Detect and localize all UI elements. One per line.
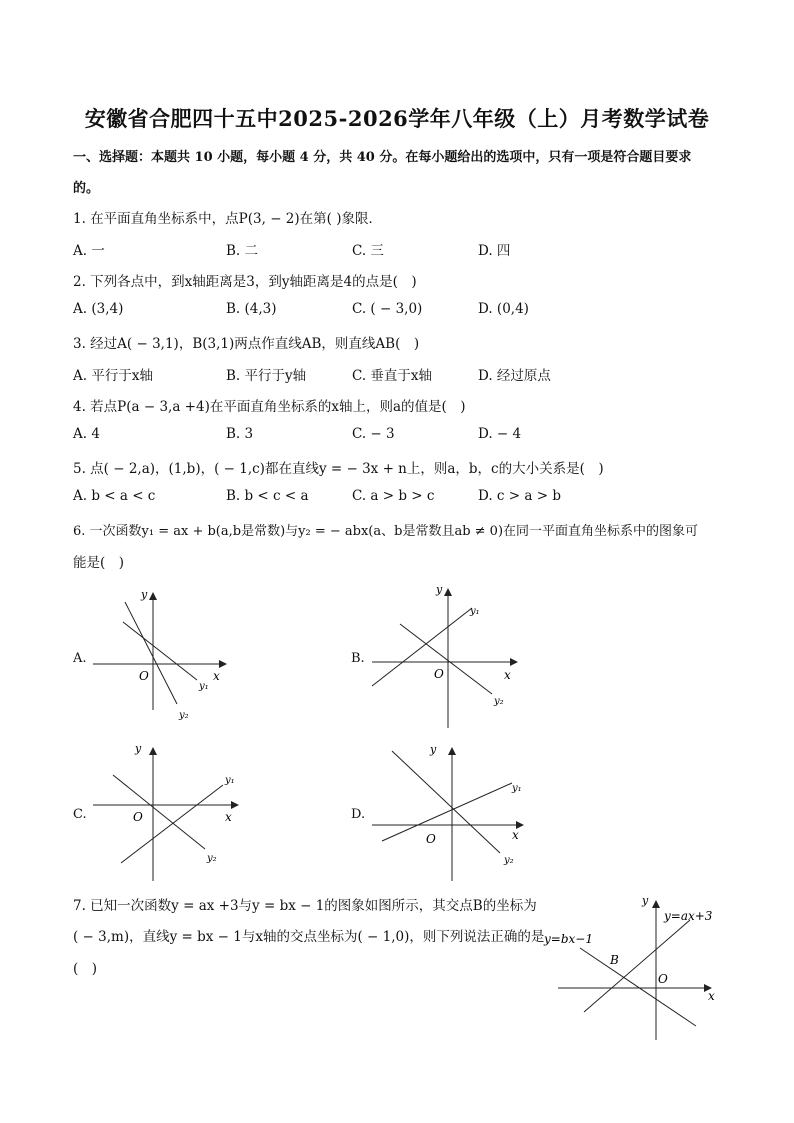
graph-d-line-y2 bbox=[392, 751, 500, 853]
question-3-option-d: D. 经过原点 bbox=[478, 368, 551, 384]
question-7-stem-end: ( ) bbox=[73, 961, 98, 977]
graph-d bbox=[362, 735, 537, 885]
q7-line1-label: y=ax+3 bbox=[664, 909, 713, 923]
question-6-option-c: C. bbox=[73, 807, 87, 822]
question-5-option-d: D. c > a > b bbox=[478, 488, 561, 504]
q7-y-arrow bbox=[652, 900, 660, 908]
graph-c bbox=[85, 735, 250, 885]
graph-c-line-y1 bbox=[121, 785, 223, 863]
graph-b-x-arrow bbox=[510, 658, 518, 666]
question-1-option-c: C. 三 bbox=[352, 243, 384, 259]
graph-b-y1-label: y₁ bbox=[470, 606, 480, 617]
graph-c-y1-label: y₁ bbox=[225, 775, 235, 786]
graph-c-x-label: x bbox=[225, 810, 232, 824]
question-2-option-a: A. (3,4) bbox=[73, 301, 124, 317]
graph-a-x-label: x bbox=[213, 669, 220, 683]
graph-a bbox=[85, 580, 245, 730]
section-header-cont: 的。 bbox=[73, 181, 100, 196]
question-6-stem: 6. 一次函数y₁ = ax + b(a,b是常数)与y₂ = − abx(a、b是常数且ab ≠ 0)在同一平面直角坐标系中的图象可 bbox=[73, 524, 699, 539]
q7-x-label: x bbox=[708, 989, 715, 1003]
question-1-stem: 1. 在平面直角坐标系中，点P(3, − 2)在第( )象限． bbox=[73, 211, 382, 227]
graph-d-origin-label: O bbox=[426, 832, 436, 846]
question-5-option-b: B. b < c < a bbox=[226, 488, 309, 504]
question-6-option-a: A. bbox=[73, 651, 87, 666]
graph-b-x-label: x bbox=[504, 668, 511, 682]
question-3-option-a: A. 平行于x轴 bbox=[73, 368, 153, 384]
question-4-option-d: D. − 4 bbox=[478, 426, 522, 442]
graph-a-y1-label: y₁ bbox=[199, 681, 209, 692]
q7-point-b-label: B bbox=[610, 953, 619, 967]
question-7-graph bbox=[540, 890, 730, 1045]
graph-b-y-label: y bbox=[436, 583, 443, 596]
question-4-option-c: C. − 3 bbox=[352, 426, 395, 442]
q7-line2-label: y=bx−1 bbox=[544, 932, 593, 946]
graph-b-line-y2 bbox=[400, 624, 492, 694]
graph-d-x-label: x bbox=[512, 828, 519, 842]
question-1-option-d: D. 四 bbox=[478, 243, 511, 259]
graph-b-origin-label: O bbox=[434, 667, 444, 681]
graph-a-y-label: y bbox=[141, 588, 148, 601]
question-6-option-d: D. bbox=[351, 807, 366, 822]
graph-b-y2-label: y₂ bbox=[494, 696, 504, 707]
question-2-option-b: B. (4,3) bbox=[226, 301, 277, 317]
q7-y-label: y bbox=[642, 894, 649, 907]
graph-a-y2-label: y₂ bbox=[179, 710, 189, 721]
question-2-option-d: D. (0,4) bbox=[478, 301, 529, 317]
page-title: 安徽省合肥四十五中2025-2026学年八年级（上）月考数学试卷 bbox=[84, 106, 710, 131]
question-2-stem: 2. 下列各点中，到x轴距离是3，到y轴距离是4的点是( ) bbox=[73, 274, 417, 290]
question-4-stem: 4. 若点P(a − 3,a +4)在平面直角坐标系的x轴上，则a的值是( ) bbox=[73, 399, 466, 415]
graph-a-origin-label: O bbox=[139, 669, 149, 683]
graph-c-y-label: y bbox=[135, 742, 142, 755]
question-2-option-c: C. ( − 3,0) bbox=[352, 301, 423, 317]
question-3-option-c: C. 垂直于x轴 bbox=[352, 368, 433, 384]
graph-a-line-y2 bbox=[125, 602, 177, 704]
question-6-option-b: B. bbox=[351, 651, 365, 666]
graph-c-y-arrow bbox=[149, 747, 157, 755]
graph-d-y2-label: y₂ bbox=[504, 855, 514, 866]
question-1-option-b: B. 二 bbox=[226, 243, 259, 259]
graph-a-y-arrow bbox=[149, 592, 157, 600]
graph-a-x-arrow bbox=[219, 660, 227, 668]
q7-origin-label: O bbox=[658, 972, 668, 986]
question-4-option-b: B. 3 bbox=[226, 426, 254, 442]
section-header: 一、选择题：本题共 10 小题，每小题 4 分，共 40 分。在每小题给出的选项中，只有一项是符合题目要求 bbox=[73, 150, 692, 165]
question-7-stem-cont: ( − 3,m)，直线y = bx − 1与x轴的交点坐标为( − 1,0)，则下列说法正确的是 bbox=[73, 929, 545, 945]
question-6-stem-cont: 能是( ) bbox=[73, 555, 125, 571]
question-5-option-a: A. b < a < c bbox=[73, 488, 156, 504]
q7-line-ax-plus-3 bbox=[584, 920, 690, 1012]
question-4-option-a: A. 4 bbox=[73, 426, 100, 442]
q7-line-bx-minus-1 bbox=[580, 948, 696, 1026]
graph-c-y2-label: y₂ bbox=[207, 853, 217, 864]
graph-d-line-y1 bbox=[382, 783, 512, 841]
graph-d-y-arrow bbox=[448, 747, 456, 755]
graph-c-line-y2 bbox=[113, 775, 205, 849]
question-5-option-c: C. a > b > c bbox=[352, 488, 435, 504]
graph-b bbox=[362, 578, 532, 733]
question-3-stem: 3. 经过A( − 3,1)，B(3,1)两点作直线AB，则直线AB( ) bbox=[73, 336, 420, 352]
graph-d-y-label: y bbox=[430, 743, 437, 756]
question-3-option-b: B. 平行于y轴 bbox=[226, 368, 307, 384]
question-5-stem: 5. 点( − 2,a)，(1,b)，( − 1,c)都在直线y = − 3x + n上，则a，b，c的大小关系是( ) bbox=[73, 461, 604, 477]
graph-c-x-arrow bbox=[231, 801, 239, 809]
question-7-stem: 7. 已知一次函数y = ax +3与y = bx − 1的图象如图所示，其交点B的坐标为 bbox=[73, 898, 537, 914]
graph-c-origin-label: O bbox=[133, 810, 143, 824]
graph-b-y-arrow bbox=[444, 588, 452, 596]
graph-b-line-y1 bbox=[372, 608, 472, 686]
question-1-option-a: A. 一 bbox=[73, 243, 105, 259]
graph-d-y1-label: y₁ bbox=[512, 783, 522, 794]
